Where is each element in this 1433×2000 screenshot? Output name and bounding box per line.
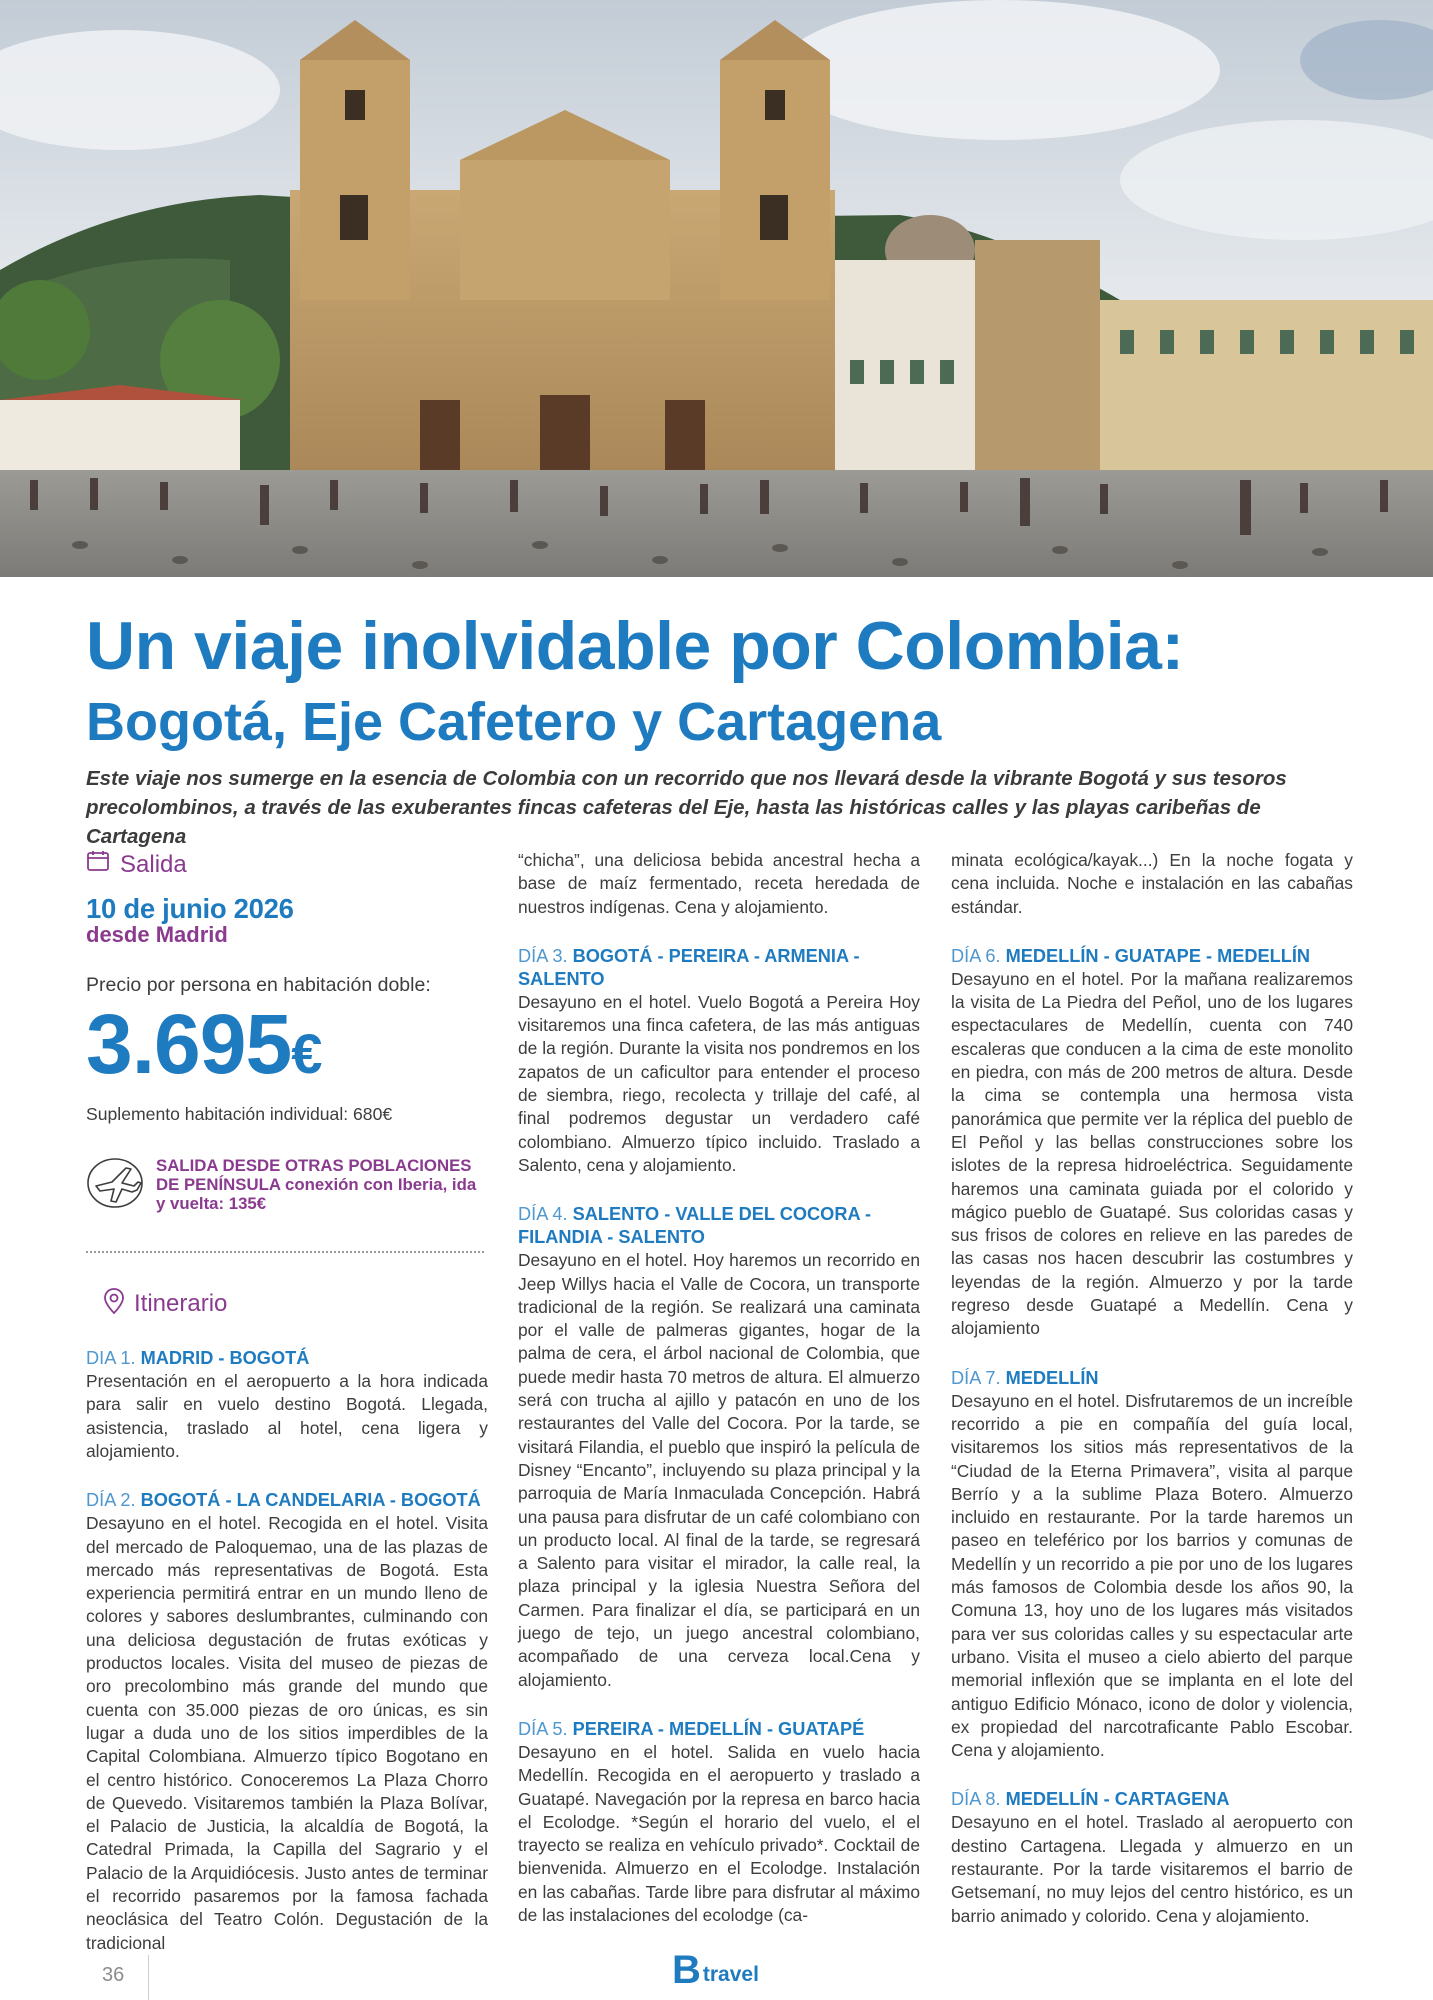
brand-letter: B (672, 1948, 701, 1992)
day-item-6 (951, 945, 1353, 1341)
day-heading (518, 945, 920, 991)
calendar-icon (86, 849, 110, 879)
price-value (86, 999, 488, 1099)
day-heading (951, 945, 1353, 968)
day-heading (86, 1347, 488, 1370)
day-route: MEDELLÍN (1005, 1367, 1099, 1388)
intro-text: Este viaje nos sumerge en la esencia de Colombia con un recorrido que nos llevará desde la vibrante Bogotá y sus tesoros precolombinos, a través de las exuberantes fincas cafeteras del Eje, hasta las históricas calles y las playas caribeñas de Cartagena (86, 767, 1287, 848)
itinerary-header (102, 1287, 488, 1321)
departure-origin: desde Madrid (86, 921, 228, 947)
day-item-3 (518, 945, 920, 1177)
day-item-1 (86, 1347, 488, 1463)
page-title: Un viaje inolvidable por Colombia: (86, 608, 1184, 684)
day-description: Desayuno en el hotel. Vuelo Bogotá a Pereira Hoy visitaremos una finca cafetera, de las más antiguas de la región. Durante la visita nos pondremos en los zapatos de un caficultor para entender el proceso de siembra, riego, recolecta y trillaje del café, al final podremos degustar un verdadero café colombiano. Almuerzo típico incluido. Traslado a Salento, cena y alojamiento. (518, 991, 920, 1175)
itinerary-label: Itinerario (134, 1290, 228, 1318)
day-description: Presentación en el aeropuerto a la hora indicada para salir en vuelo destino Bogotá. Llegada, asistencia, traslado al hotel, cena ligera y alojamiento. (86, 1371, 488, 1461)
day-route: SALENTO - VALLE DEL COCORA - FILANDIA - SALENTO (518, 1204, 872, 1248)
other-departures-rest: conexión con Iberia, ida y vuelta: 135€ (156, 1175, 477, 1214)
day-number: DÍA 3. (518, 945, 568, 966)
day-description: Desayuno en el hotel. Traslado al aeropuerto con destino Cartagena. Llegada y almuerzo en un restaurante. Por la tarde visitaremos el barrio de Getsemaní, no muy lejos del centro histórico, es un barrio animado y colorido. Cena y alojamiento. (951, 1812, 1353, 1926)
cathedral-illustration (0, 0, 1433, 577)
day-description: Desayuno en el hotel. Recogida en el hotel. Visita del mercado de Paloquemao, una de las plazas de mercado más representativas de Bogotá. Esta experiencia permitirá entrar en un mundo lleno de colores y sabores deslumbrantes, culminando con una deliciosa degustación de frutas exóticas y productos locales. Visita del museo de piezas de oro precolombino más grande del mundo que cuenta con 35.000 piezas de oro únicas, es sin lugar a duda uno de los sitios imperdibles de la Capital Colombiana. Almuerzo típico Bogotano en el centro histórico. Conoceremos La Plaza Chorro de Quevedo. Visitaremos también la Plaza Bolívar, el Palacio de Justicia, la alcaldía de Bogotá, la Catedral Primada, la Capilla del Sagrario y el Palacio de la Arquidiócesis. Justo antes de terminar el recorrido pasaremos por la famosa fachada neoclásica del Teatro Colón. Degustación de la tradicional (86, 1513, 488, 1953)
day-heading (518, 1718, 920, 1741)
page-subtitle: Bogotá, Eje Cafetero y Cartagena (86, 692, 942, 752)
day-number: DÍA 8. (951, 1789, 1001, 1810)
page-number: 36 (102, 1964, 125, 1986)
price-currency: € (291, 1022, 322, 1086)
other-departures-caps: SALIDA DESDE OTRAS POBLACIONES DE PENÍNSULA (156, 1156, 472, 1195)
day-description: Desayuno en el hotel. Hoy haremos un recorrido en Jeep Willys hacia el Valle de Cocora, un transporte tradicional de la región. Se realizará una caminata por el valle de palmeras gigantes, hogar de la palma de cera, el árbol nacional de Colombia, que puede medir hasta 70 metros de altura. El almuerzo será con trucha al ajillo y patacón en uno de los restaurantes del Valle del Cocora. Por la tarde, se visitará Filandia, el pueblo que inspiró la película de Disney “Encanto”, incluyendo su plaza principal y la parroquia de María Inmaculada Concepción. Habrá una pausa para disfrutar de un café colombiano con un producto local. Al final de la tarde, se regresará a Salento para visitar el mirador, la calle real, la plaza principal y la iglesia Nuestra Señora del Carmen. Para finalizar el día, se participará en un juego de tejo, un juego ancestral colombiano, acompañado de una cerveza local.Cena y alojamiento. (518, 1250, 920, 1690)
day-route: MEDELLÍN - CARTAGENA (1005, 1789, 1230, 1810)
departure-label: Salida (120, 850, 187, 878)
day-description: Desayuno en el hotel. Salida en vuelo hacia Medellín. Recogida en el aeropuerto y traslado a Guatapé. Navegación por la represa en barco hacia el Ecolodge. *Según el horario del vuelo, el el trayecto se realiza en vehículo privado*. Cocktail de bienvenida. Almuerzo en el Ecolodge. Instalación en las cabañas. Tarde libre para disfrutar al máximo de las instalaciones del ecolodge (ca- (518, 1741, 920, 1925)
departure-date: 10 de junio 2026 (86, 893, 294, 925)
airplane-icon (86, 1156, 144, 1216)
day-description: Desayuno en el hotel. Por la mañana realizaremos la visita de La Piedra del Peñol, uno de los lugares espectaculares de Medellín, cuenta con 740 escaleras que conducen a la cima de este monolito en piedra, con más de 200 metros de altura. Desde la cima se contempla una hermosa vista panorámica que permite ver la réplica del pueblo de El Peñol y las bellas construcciones sobre los islotes de la represa hidroeléctrica. Seguidamente haremos una caminata guiada por el colorido y mágico pueblo de Guatapé. Sus coloridas casas y sus frisos de colores en relieve en las paredes de las casas nos hacen descubrir las costumbres y leyendas de la región. Almuerzo y por la tarde regreso desde Guatapé a Medellín. Cena y alojamiento (951, 968, 1353, 1339)
footer-rule (148, 1955, 149, 2000)
brand-word: travel (702, 1963, 759, 1986)
day-item-2 (86, 1489, 488, 1955)
day-route: PEREIRA - MEDELLÍN - GUATAPÉ (572, 1718, 865, 1739)
day-heading (518, 1203, 920, 1249)
day-route: MADRID - BOGOTÁ (140, 1348, 310, 1369)
day-item-5 (518, 1718, 920, 1927)
dotted-divider (86, 1251, 484, 1253)
map-pin-icon (102, 1287, 126, 1321)
brand-logo (672, 1948, 759, 1992)
day-description: Desayuno en el hotel. Disfrutaremos de un increíble recorrido a pie en compañía del guía local, visitaremos los sitios más representativos de la “Ciudad de la Eterna Primavera”, visita al parque Berrío y a la sublime Plaza Botero. Almuerzo incluido en restaurante. Por la tarde haremos un paseo en teleférico por los barrios y comunas de Medellín y un recorrido a pie por uno de los lugares más famosos de Colombia desde los años 90, la Comuna 13, hoy uno de los lugares más visitados para ver sus coloridas calles y su espectacular arte urbano. Visita el museo a cielo abierto del parque memorial inflexión que se implanta en el lote del antiguo Edificio Mónaco, icono de dolor y violencia, ex propiedad del narcotraficante Pablo Escobar. Cena y alojamiento. (951, 1390, 1353, 1761)
day-heading (951, 1788, 1353, 1811)
day-item-7 (951, 1367, 1353, 1763)
day-description-continued: “chicha”, una deliciosa bebida ancestral hecha a base de maíz fermentado, receta heredada de nuestros indígenas. Cena y alojamiento. (518, 850, 920, 917)
price-label: Precio por persona en habitación doble: (86, 973, 431, 996)
price-amount: 3.695 (86, 997, 292, 1092)
day-description-continued: minata ecológica/kayak...) En la noche fogata y cena incluida. Noche e instalación en las cabañas estándar. (951, 850, 1353, 917)
other-departures-box (86, 1156, 488, 1216)
day-route: MEDELLÍN - GUATAPE - MEDELLÍN (1005, 945, 1311, 966)
day-heading (951, 1367, 1353, 1390)
day-number: DÍA 5. (518, 1718, 568, 1739)
day-heading (86, 1489, 488, 1512)
day-item-4 (518, 1203, 920, 1692)
hero-photo-cathedral (0, 0, 1433, 577)
day-number: DÍA 7. (951, 1367, 1001, 1388)
other-departures-text (156, 1156, 488, 1213)
day-route: BOGOTÁ - LA CANDELARIA - BOGOTÁ (140, 1490, 481, 1511)
column-middle (518, 849, 920, 1927)
day-number: DÍA 4. (518, 1204, 568, 1225)
column-right (951, 849, 1353, 1928)
departure-header (86, 849, 488, 879)
column-left (86, 849, 488, 1955)
day-number: DÍA 6. (951, 945, 1001, 966)
day-number: DÍA 2. (86, 1490, 136, 1511)
supplement-text: Suplemento habitación individual: 680€ (86, 1104, 393, 1125)
day-item-8 (951, 1788, 1353, 1927)
day-number: DIA 1. (86, 1348, 136, 1369)
day-route: BOGOTÁ - PEREIRA - ARMENIA - SALENTO (518, 945, 860, 989)
